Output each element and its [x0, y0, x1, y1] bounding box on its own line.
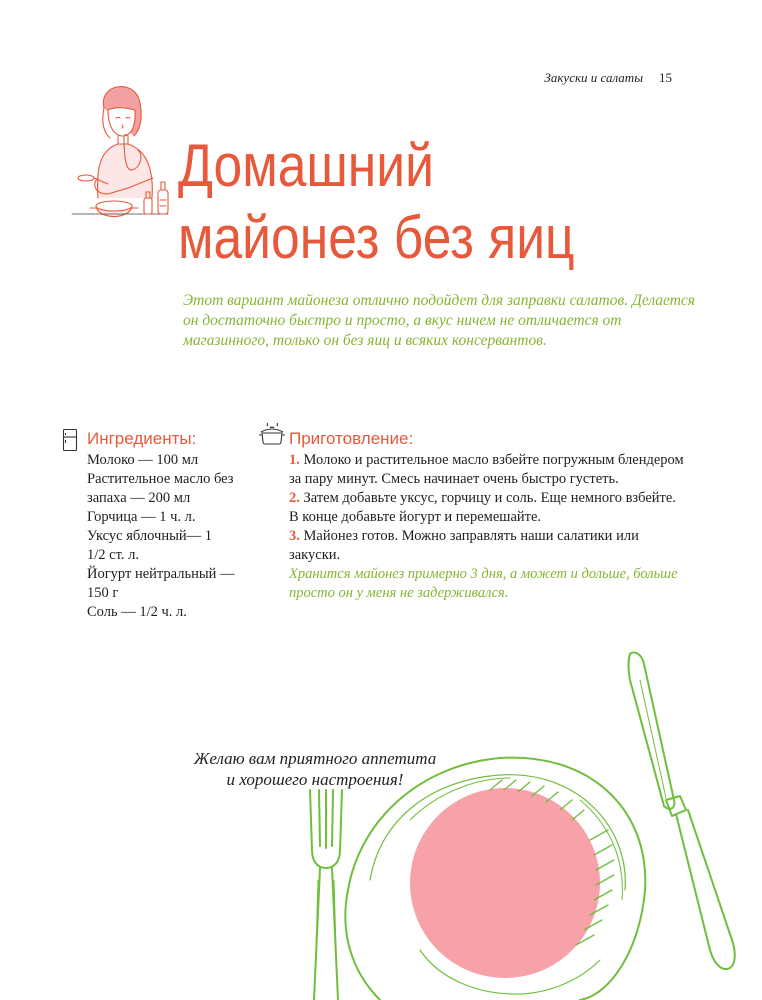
step-2 — [289, 489, 689, 527]
preparation-steps — [289, 451, 689, 603]
section-name: Закуски и салаты — [544, 70, 643, 85]
storage-note: Хранится майонез примерно 3 дня, а может и дольше, больше просто он у меня не задерживался. — [289, 566, 678, 601]
pot-icon — [258, 423, 286, 445]
recipe-title — [178, 130, 575, 274]
ingredient-item: Молоко — 100 мл — [87, 452, 199, 468]
title-line-1: Домашний — [178, 132, 434, 199]
preparation-heading: Приготовление: — [289, 429, 414, 448]
step-1 — [289, 451, 689, 489]
ingredient-item: Горчица — 1 ч. л. — [87, 509, 196, 525]
intro-paragraph: Этот вариант майонеза отлично подойдет для заправки салатов. Делается он достаточно быстро и просто, а вкус ничем не отличается от магазинного, только он без яиц и всяких консервантов. — [183, 292, 695, 349]
step-text: Затем добавьте уксус, горчицу и соль. Еще немного взбейте. В конце добавьте йогурт и перемешайте. — [289, 490, 676, 525]
step-number: 3. — [289, 528, 300, 544]
knife-icon — [629, 652, 735, 969]
wish-line-2: и хорошего настроения! — [226, 770, 404, 789]
step-number: 1. — [289, 452, 300, 468]
fridge-icon — [62, 428, 78, 452]
plate-icon — [345, 758, 645, 1000]
ingredients-heading: Ингредиенты: — [87, 429, 197, 448]
wish-line-1: Желаю вам приятного аппетита — [193, 749, 437, 768]
step-3 — [289, 527, 689, 565]
title-line-2: майонез без яиц — [178, 204, 575, 271]
step-text: Молоко и растительное масло взбейте погружным блендером за пару минут. Смесь начинает очень быстро густеть. — [289, 452, 684, 487]
running-header — [544, 70, 672, 86]
fork-icon — [310, 790, 342, 1000]
ingredient-item: Йогурт нейтральный — 150 г — [87, 566, 235, 601]
page-number: 15 — [659, 70, 672, 85]
ingredient-item: Растительное масло без запаха — 200 мл — [87, 471, 234, 506]
woman-tasting-illustration — [68, 78, 178, 243]
ingredient-item: Уксус яблочный— 1 1/2 ст. л. — [87, 528, 212, 563]
step-text: Майонез готов. Можно заправлять наши салатики или закуски. — [289, 528, 639, 563]
ingredients-list — [87, 451, 262, 622]
tableware-illustration — [290, 650, 762, 1000]
ingredient-item: Соль — 1/2 ч. л. — [87, 604, 187, 620]
step-number: 2. — [289, 490, 300, 506]
